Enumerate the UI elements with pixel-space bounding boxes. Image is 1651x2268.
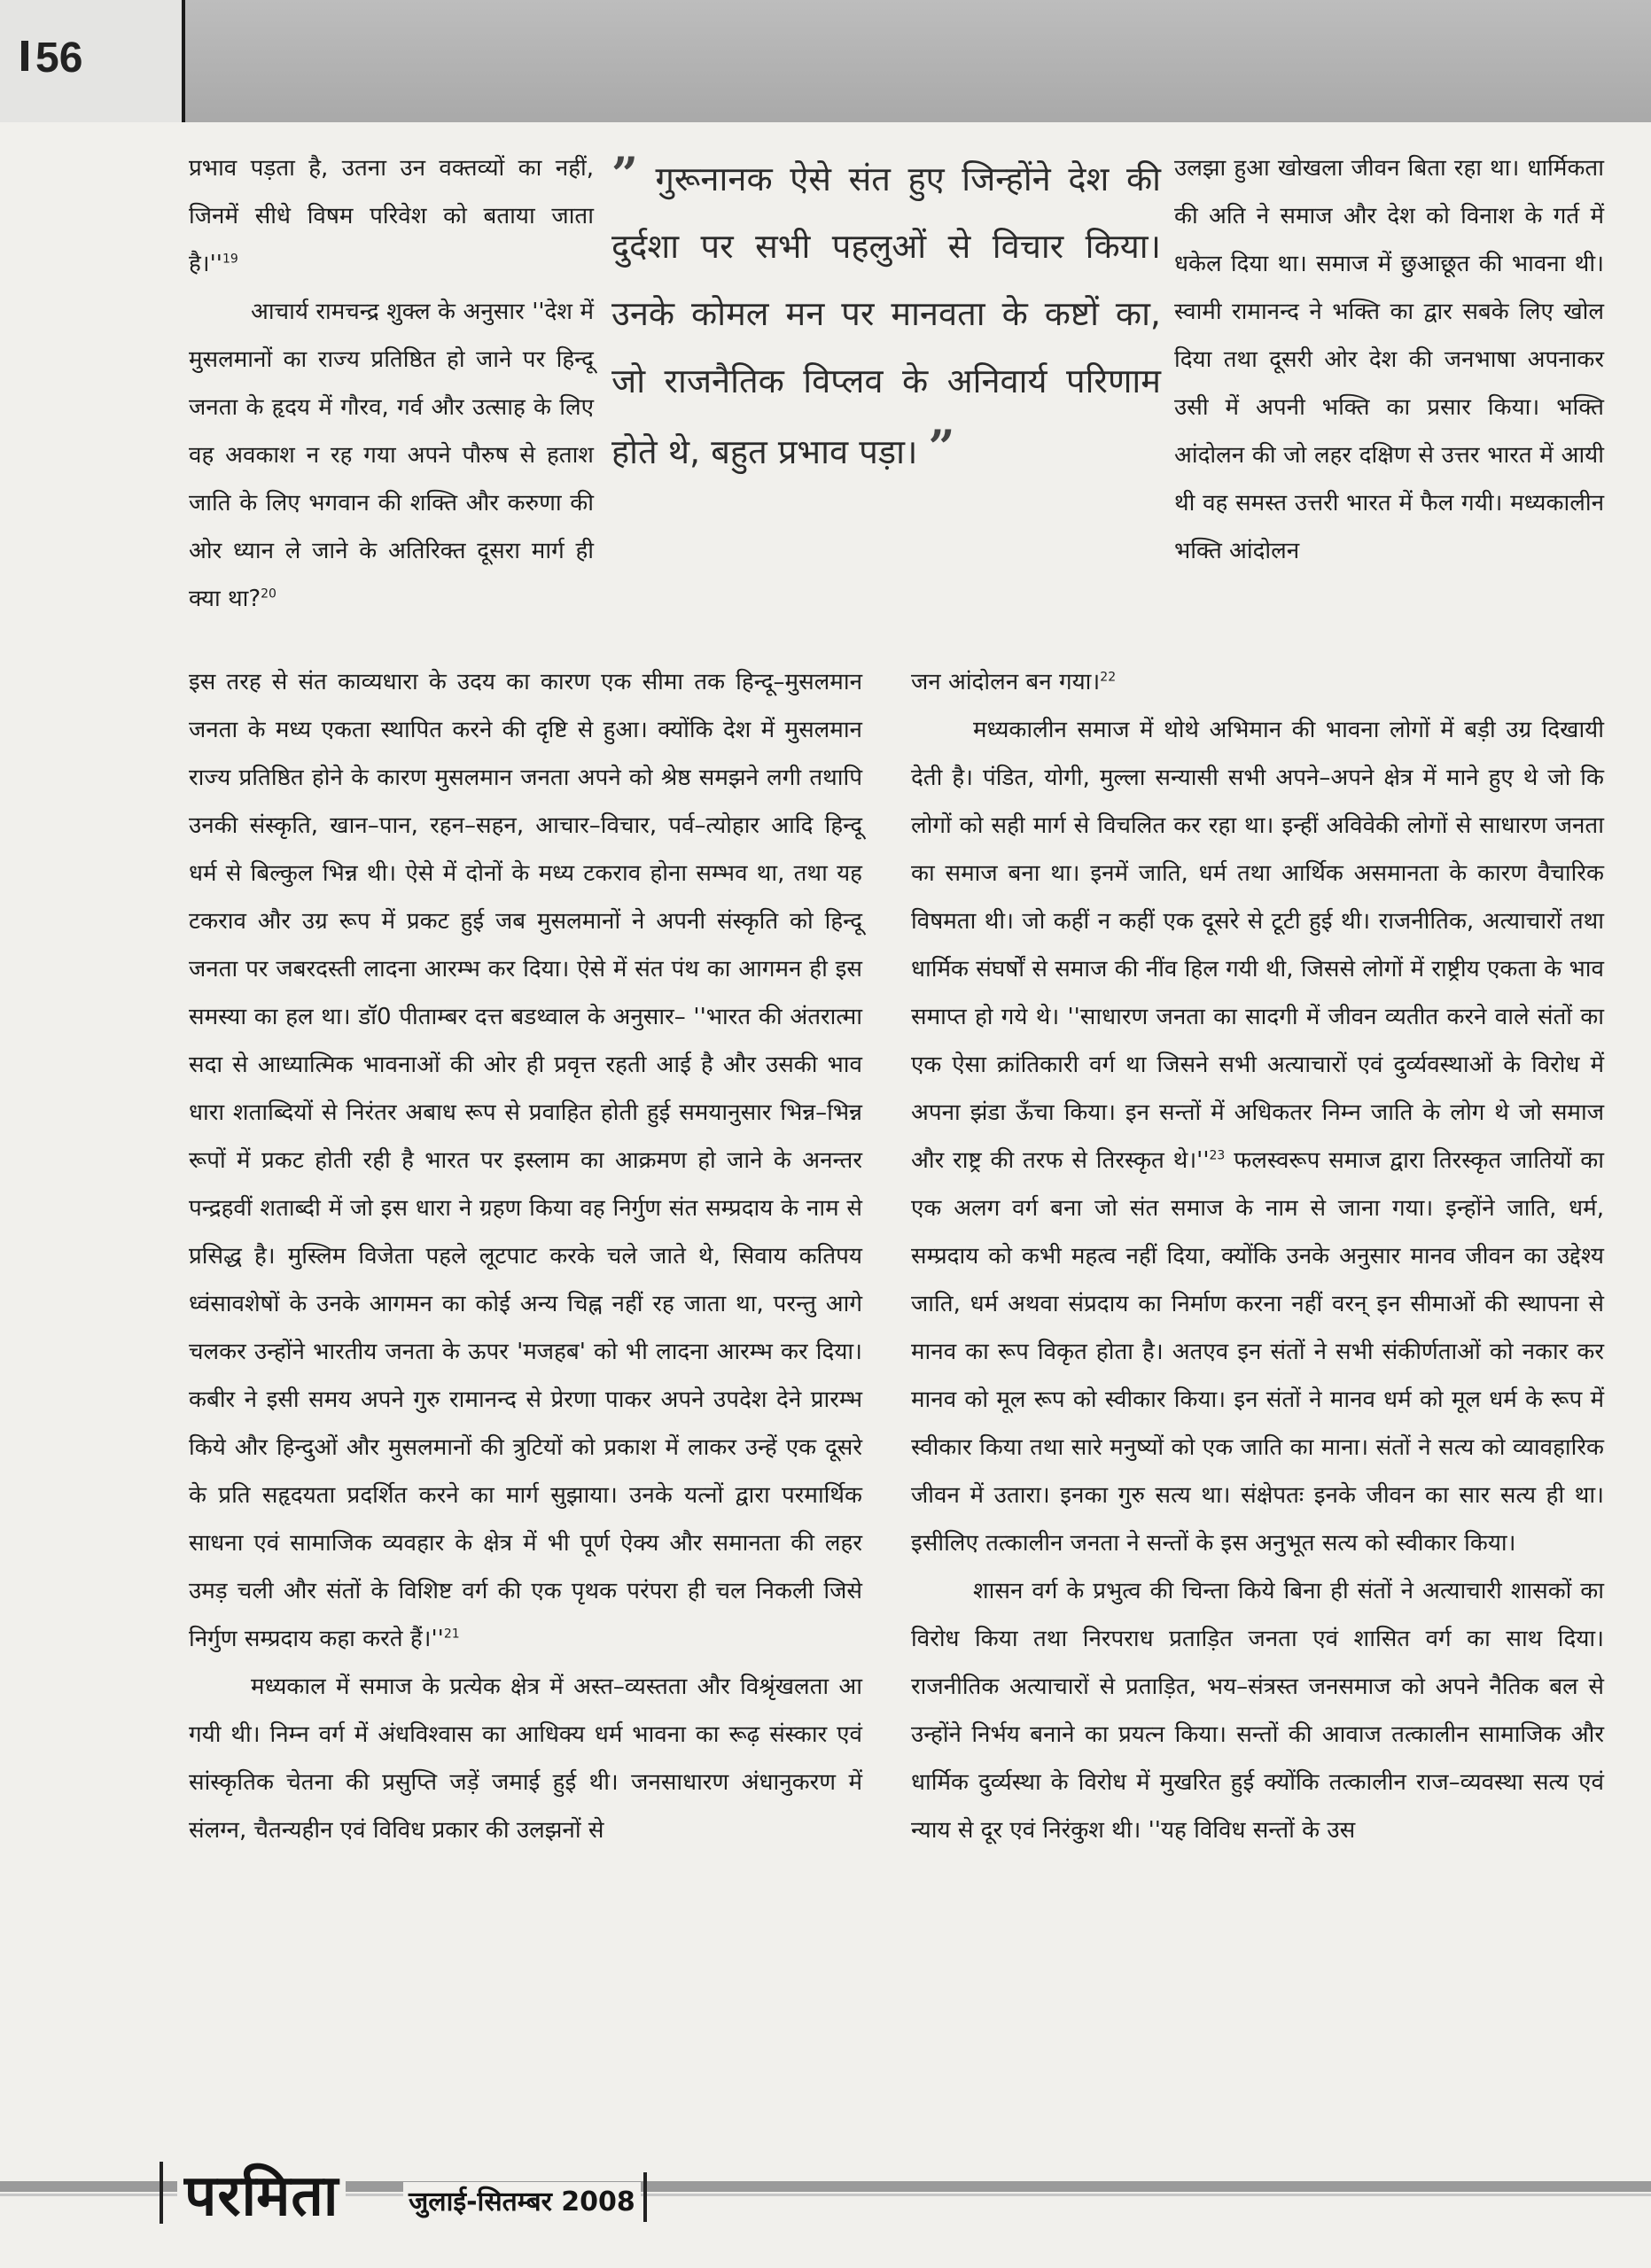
footer-left-bar xyxy=(160,2162,163,2224)
left-column-top xyxy=(189,144,594,623)
footer-divider xyxy=(643,2172,647,2222)
header-divider xyxy=(182,0,185,122)
paragraph: मध्यकालीन समाज में थोथे अभिमान की भावना लोगों में बड़ी उग्र दिखायी देती है। पंडित, योगी, मुल्ला सन्यासी सभी अपने–अपने क्षेत्र में माने हुए थे जो कि लोगों को सही मार्ग से विचलित कर रहा था। इन्हीं अविवेकी लोगों से साधारण जनता का समाज बना था। इनमें जाति, धर्म तथा आर्थिक असमानता के कारण वैचारिक विषमता थी। जो कहीं न कहीं एक दूसरे से टूटी हुई थी। राजनीतिक, अत्याचारों तथा धार्मिक संघर्षों से समाज की नींव हिल गयी थी, जिससे लोगों में राष्ट्रीय एकता के भाव समाप्त हो गये थे। ''साधारण जनता का सादगी में जीवन व्यतीत करने वाले संतों का एक ऐसा क्रांतिकारी वर्ग था जिसने सभी अत्याचारों एवं दुर्व्यवस्थाओं के विरोध में अपना झंडा ऊँचा किया। इन सन्तों में अधिकतर निम्न जाति के लोग थे जो समाज और राष्ट्र की तरफ से तिरस्कृत $थे।''^{23}$ फलस्वरूप समाज द्वारा तिरस्कृत जातियों का एक अलग वर्ग बना जो संत समाज के नाम से जाना गया। इन्होंने जाति, धर्म, सम्प्रदाय को कभी महत्व नहीं दिया, क्योंकि उनके अनुसार मानव जीवन का उद्देश्य जाति, धर्म अथवा संप्रदाय का निर्माण करना नहीं वरन् इन सीमाओं की स्थापना से मानव का रूप विकृत होता है। अतएव इन संतों ने सभी संकीर्णताओं को नकार कर मानव को मूल रूप को स्वीकार किया। इन संतों ने मानव धर्म को मूल धर्म के रूप में स्वीकार किया तथा सारे मनुष्यों को एक जाति का माना। संतों ने सत्य को व्यावहारिक जीवन में उतारा। इनका गुरु सत्य था। संक्षेपतः इनके जीवन का सार सत्य ही था। इसीलिए तत्कालीन जनता ने सन्तों के इस अनुभूत सत्य को स्वीकार किया। xyxy=(911,717,1604,1557)
right-column-top xyxy=(1174,144,1604,575)
paragraph: जन आंदोलन बन गया।$^{22}$ xyxy=(911,669,1117,695)
paragraph: प्रभाव पड़ता है, उतना उन वक्तव्यों का नहीं, जिनमें सीधे विषम परिवेश को बताया जाता $है।''^{19}$ xyxy=(189,155,594,277)
paragraph: मध्यकाल में समाज के प्रत्येक क्षेत्र में अस्त–व्यस्तता और विश्रृंखलता आ गयी थी। निम्न वर्ग में अंधविश्वास का आधिक्य धर्म भावना का रूढ़ संस्कार एवं सांस्कृतिक चेतना की प्रसुप्ति जड़ें जमाई हुई थी। जनसाधारण अंधानुकरण में संलग्न, चैतन्यहीन एवं विविध प्रकार की उलझनों से xyxy=(189,1674,862,1844)
page-number: 56 xyxy=(35,35,83,82)
pull-quote-text: गुरूनानक ऐसे संत हुए जिन्होंने देश की दुर्दशा पर सभी पहलुओं से विचार किया। उनके कोमल मन पर मानवता के कष्टों का, जो राजनैतिक विप्लव के अनिवार्य परिणाम होते थे, बहुत प्रभाव पड़ा। xyxy=(611,159,1161,471)
header-band xyxy=(0,0,1651,122)
magazine-logo: परमिता xyxy=(177,2155,346,2232)
issue-date: जुलाई-सितम्बर 2008 xyxy=(403,2182,641,2218)
right-column-main xyxy=(911,658,1604,1854)
paragraph: आचार्य रामचन्द्र शुक्ल के अनुसार ''देश में मुसलमानों का राज्य प्रतिष्ठित हो जाने पर हिन्दू जनता के हृदय में गौरव, गर्व और उत्साह के लिए वह अवकाश न रह गया अपने पौरुष से हताश जाति के लिए भगवान की शक्ति और करुणा की ओर ध्यान ले जाने के अतिरिक्त दूसरा मार्ग ही क्या था?$^{20}$ xyxy=(189,299,594,612)
pull-quote xyxy=(611,142,1161,485)
left-column-main xyxy=(189,658,862,1854)
close-quote-mark: ” xyxy=(928,421,955,475)
paragraph: इस तरह से संत काव्यधारा के उदय का कारण एक सीमा तक हिन्दू–मुसलमान जनता के मध्य एकता स्थापित करने की दृष्टि से हुआ। क्योंकि देश में मुसलमान राज्य प्रतिष्ठित होने के कारण मुसलमान जनता अपने को श्रेष्ठ समझने लगी तथापि उनकी संस्कृति, खान–पान, रहन–सहन, आचार–विचार, पर्व–त्योहार आदि हिन्दू धर्म से बिल्कुल भिन्न थी। ऐसे में दोनों के मध्य टकराव होना सम्भव था, तथा यह टकराव और उग्र रूप में प्रकट हुई जब मुसलमानों ने अपनी संस्कृति को हिन्दू जनता पर जबरदस्ती लादना आरम्भ कर दिया। ऐसे में संत पंथ का आगमन ही इस समस्या का हल था। डॉ0 पीताम्बर दत्त बडथ्वाल के अनुसार– ''भारत की अंतरात्मा सदा से आध्यात्मिक भावनाओं की ओर ही प्रवृत्त रहती आई है और उसकी भाव धारा शताब्दियों से निरंतर अबाध रूप से प्रवाहित होती हुई समयानुसार भिन्न–भिन्न रूपों में प्रकट होती रही है भारत पर इस्लाम का आक्रमण हो जाने के अनन्तर पन्द्रहवीं शताब्दी में जो इस धारा ने ग्रहण किया वह निर्गुण संत सम्प्रदाय के नाम से प्रसिद्ध है। मुस्लिम विजेता पहले लूटपाट करके चले जाते थे, सिवाय कतिपय ध्वंसावशेषों के उनके आगमन का कोई अन्य चिह्न नहीं रह जाता था, परन्तु आगे चलकर उन्होंने भारतीय जनता के ऊपर 'मजहब' को भी लादना आरम्भ कर दिया। कबीर ने इसी समय अपने गुरु रामानन्द से प्रेरणा पाकर अपने उपदेश देने प्रारम्भ किये और हिन्दुओं और मुसलमानों की त्रुटियों को प्रकाश में लाकर उन्हें एक दूसरे के प्रति सहृदयता प्रदर्शित करने का मार्ग सुझाया। उनके यत्नों द्वारा परमार्थिक साधना एवं सामाजिक व्यवहार के क्षेत्र में भी पूर्ण ऐक्य और समानता की लहर उमड़ चली और संतों के विशिष्ट वर्ग की एक पृथक परंपरा ही चल निकली जिसे निर्गुण सम्प्रदाय कहा करते $हैं।''^{21}$ xyxy=(189,669,862,1652)
margin-mark xyxy=(21,41,28,71)
paragraph: शासन वर्ग के प्रभुत्व की चिन्ता किये बिना ही संतों ने अत्याचारी शासकों का विरोध किया तथा निरपराध प्रताड़ित जनता एवं शासित वर्ग का साथ दिया। राजनीतिक अत्याचारों से प्रताड़ित, भय–संत्रस्त जनसमाज को अपने नैतिक बल से उन्होंने निर्भय बनाने का प्रयत्न किया। सन्तों की आवाज तत्कालीन सामाजिक और धार्मिक दुर्व्यस्था के विरोध में मुखरित हुई क्योंकि तत्कालीन राज–व्यवस्था सत्य एवं न्याय से दूर एवं निरंकुश थी। ''यह विविध सन्तों के उस xyxy=(911,1578,1604,1844)
paragraph: उलझा हुआ खोखला जीवन बिता रहा था। धार्मिकता की अति ने समाज और देश को विनाश के गर्त में धकेल दिया था। समाज में छुआछूत की भावना थी। स्वामी रामानन्द ने भक्ति का द्वार सबके लिए खोल दिया तथा दूसरी ओर देश की जनभाषा अपनाकर उसी में अपनी भक्ति का प्रसार किया। भक्ति आंदोलन की जो लहर दक्षिण से उत्तर भारत में आयी थी वह समस्त उत्तरी भारत में फैल गयी। मध्यकालीन भक्ति आंदोलन xyxy=(1174,155,1604,564)
open-quote-mark: ” xyxy=(611,148,638,202)
